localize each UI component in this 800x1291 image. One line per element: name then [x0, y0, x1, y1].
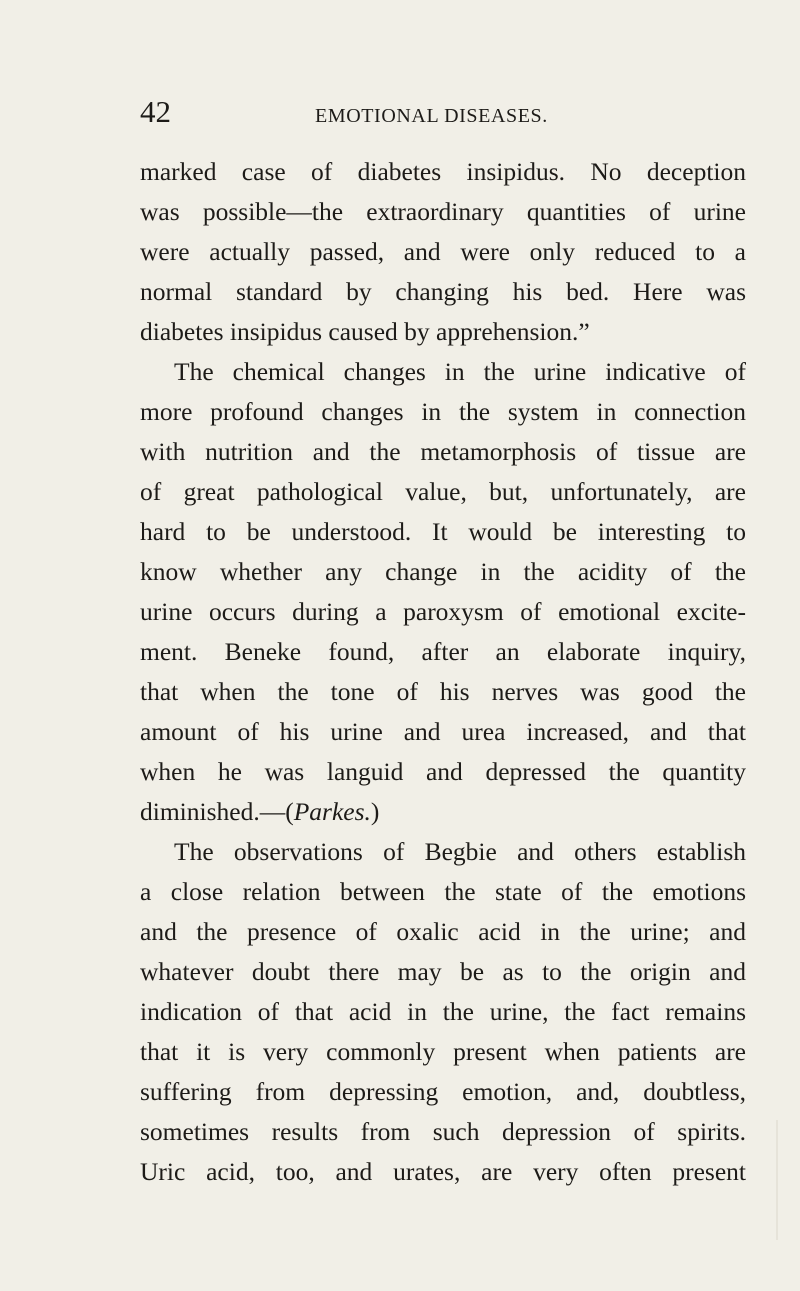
text-line: ment. Beneke found, after an elaborate inquiry,: [140, 637, 746, 666]
page-header: [140, 92, 746, 132]
text-line: Uric acid, too, and urates, are very often present: [140, 1157, 746, 1186]
text-line: amount of his urine and urea increased, and that: [140, 717, 746, 746]
text-line: was possible—the extraordinary quantities of urine: [140, 197, 746, 226]
body-text: [140, 152, 746, 1192]
text-line: know whether any change in the acidity of the: [140, 557, 746, 586]
citation-lead: diminished.—(: [140, 797, 294, 826]
page-number: 42: [140, 94, 171, 129]
text-line: were actually passed, and were only reduced to a: [140, 237, 746, 266]
text-line: The chemical changes in the urine indicative of: [174, 357, 746, 386]
citation-close: ): [370, 797, 380, 826]
text-line: marked case of diabetes insipidus. No deception: [140, 157, 746, 186]
text-line: that when the tone of his nerves was good the: [140, 677, 746, 706]
text-line: with nutrition and the metamorphosis of tissue are: [140, 437, 746, 466]
citation-author: Parkes.: [293, 797, 371, 826]
text-line: and the presence of oxalic acid in the urine; and: [140, 917, 746, 946]
text-line: that it is very commonly present when patients are: [140, 1037, 746, 1066]
text-line: hard to be understood. It would be interesting to: [140, 517, 746, 546]
text-line: The observations of Begbie and others establish: [174, 837, 746, 866]
text-line: urine occurs during a paroxysm of emotional excite-: [140, 597, 746, 626]
text-line: suffering from depressing emotion, and, doubtless,: [140, 1077, 746, 1106]
citation-line: [140, 792, 746, 832]
running-head: EMOTIONAL DISEASES.: [315, 105, 548, 127]
text-line: more profound changes in the system in connection: [140, 397, 746, 426]
text-line: when he was languid and depressed the quantity: [140, 757, 746, 786]
text-line: whatever doubt there may be as to the origin and: [140, 957, 746, 986]
text-line: sometimes results from such depression of spirits.: [140, 1117, 746, 1146]
text-line: normal standard by changing his bed. Here was: [140, 277, 746, 306]
text-line: of great pathological value, but, unfortunately, are: [140, 477, 746, 506]
page-edge-shadow: [776, 1120, 778, 1240]
text-line: a close relation between the state of the emotions: [140, 877, 746, 906]
text-line: diabetes insipidus caused by apprehension.”: [140, 317, 590, 346]
text-line: indication of that acid in the urine, the fact remains: [140, 997, 746, 1026]
